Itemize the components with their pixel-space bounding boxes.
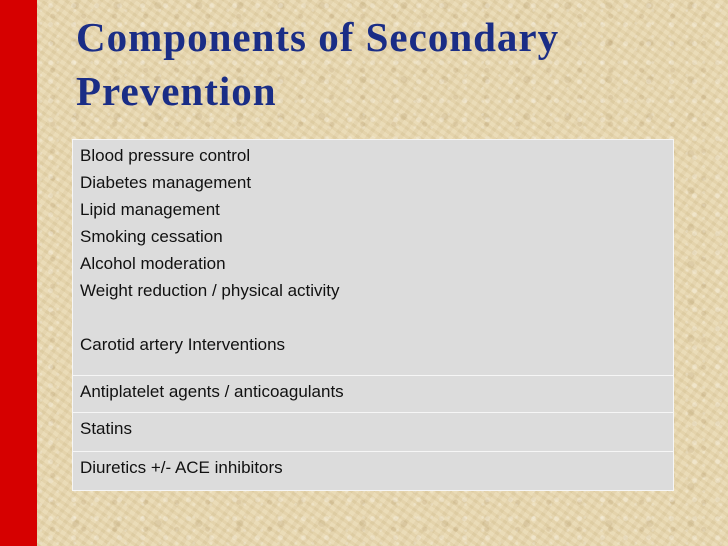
table-cell-line: Weight reduction / physical activity [80, 281, 340, 300]
table-cell-line: Lipid management [80, 200, 220, 219]
table-row [73, 140, 674, 376]
table-cell: Statins [73, 413, 674, 452]
table-cell-line: Smoking cessation [80, 227, 223, 246]
table-cell-line: Diabetes management [80, 173, 252, 192]
table-cell: Antiplatelet agents / anticoagulants [73, 376, 674, 413]
slide-title-line-2: Prevention [76, 68, 277, 114]
table-cell-line: Carotid artery Interventions [80, 335, 286, 354]
blank-line [80, 304, 666, 331]
table-row [73, 452, 674, 491]
table-row [73, 413, 674, 452]
table-cell-line: Blood pressure control [80, 146, 251, 165]
table-row [73, 376, 674, 413]
table-cell-line: Alcohol moderation [80, 254, 226, 273]
slide-title-line-1: Components of Secondary [76, 14, 560, 60]
accent-bar [0, 0, 37, 546]
slide-title [76, 10, 559, 118]
prevention-table [72, 139, 674, 491]
table-cell-lifestyle [73, 140, 674, 376]
table-cell: Diuretics +/- ACE inhibitors [73, 452, 674, 491]
